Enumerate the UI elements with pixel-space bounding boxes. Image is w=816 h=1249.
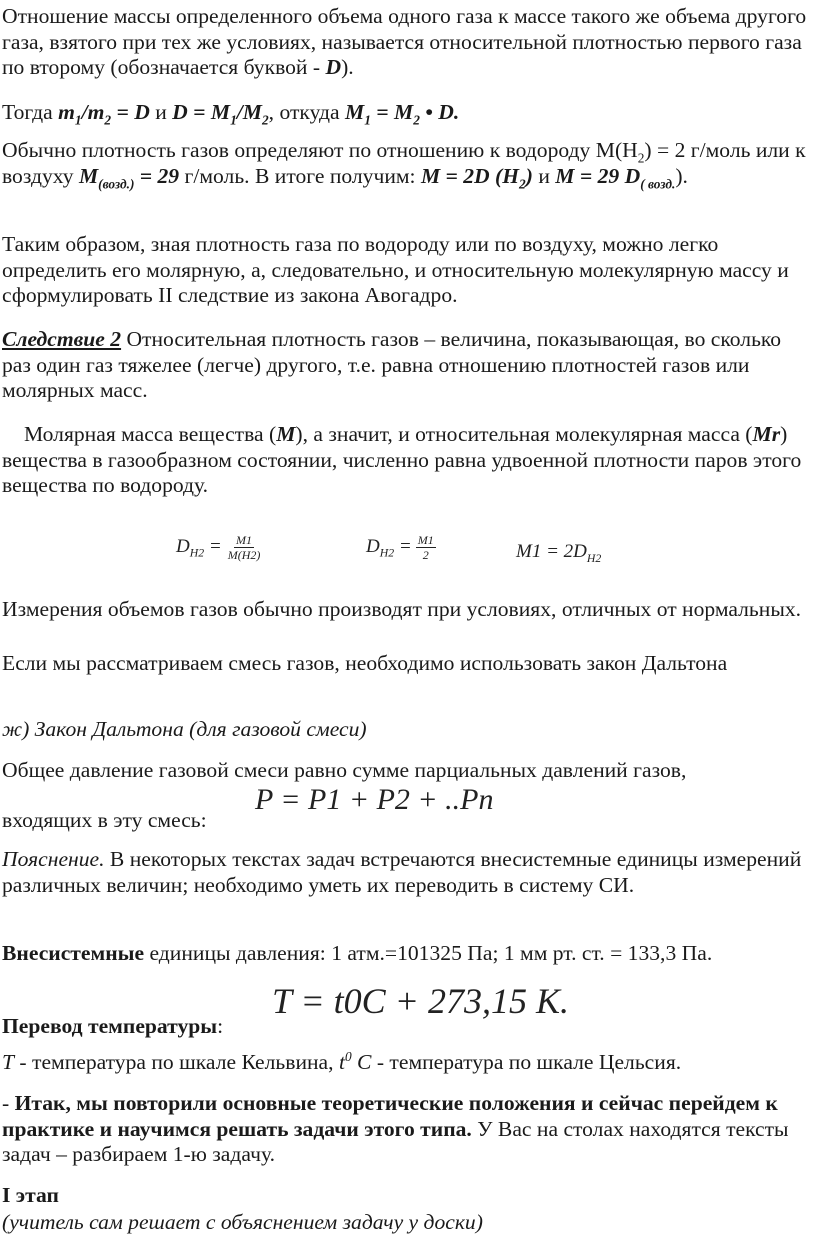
p3-s2: 2 [519, 175, 526, 191]
p14-t1: - температура по шкале Кельвина, [14, 1050, 339, 1074]
p3-end: ). [675, 163, 688, 188]
p15-text: У Вас на столах находятся тексты задач – разбираем 1-ю задачу. [2, 1116, 789, 1166]
para1-end: ). [341, 55, 354, 79]
p2-s5: 1 [364, 112, 371, 128]
para-molar-mass [2, 422, 814, 499]
explanation-text: В некоторых текстах задач встречаются внесистемные единицы измерений различных величин; необходимо уметь их переводить в систему СИ. [2, 847, 802, 897]
temp-label: Перевод температуры [2, 1014, 218, 1038]
p2-slash: /m [81, 100, 105, 124]
temp-colon: : [217, 1014, 224, 1038]
heading-stage-1: I этап [2, 1183, 59, 1207]
para-explanation [2, 847, 814, 898]
p3-f2: M = 29 D [555, 163, 641, 188]
para-conclusion: Таким образом, зная плотность газа по водороду или по воздуху, можно легко определить его молярную, а, следовательно, и относительную молекулярную массу и сформулировать II следствие из закона Авогадро. [2, 232, 789, 307]
p6-t2: ), а значит, и относительная молекулярная масса ( [295, 422, 753, 446]
formula-dalton: P = P1 + P2 + ..Pn [255, 783, 494, 816]
units-label: Внесистемные [2, 941, 145, 965]
p2-eqD: = D [111, 100, 150, 124]
p2-s1: 1 [74, 112, 82, 128]
para-summary [2, 1091, 814, 1168]
p2-Deq: D = M [172, 100, 231, 124]
f1-lhs: D [176, 535, 190, 557]
f2-den: 2 [422, 548, 429, 562]
para1-text: Отношение массы определенного объема одного газа к массе такого же объема другого газа, взятого при тех же условиях, называется относительной плотностью первого газа по второму (обозначается буквой - [2, 4, 807, 79]
p3-t2: ) = 2 г/моль или к воздуху [2, 138, 806, 188]
p6-Mr: Mr [752, 422, 781, 446]
f1-sub: H2 [189, 546, 205, 560]
para-volume-measurements: Измерения объемов газов обычно производят при условиях, отличных от нормальных. [2, 597, 802, 621]
para-non-system-units [2, 941, 814, 967]
p6-M: M [276, 422, 296, 446]
p3-and: и [532, 163, 556, 188]
para-formula-relations [2, 100, 814, 126]
f2-num: M1 [417, 533, 434, 547]
para-temperature-conversion [2, 1014, 814, 1040]
para-hydrogen-air [2, 138, 814, 189]
p3-f1: M = 2D (H [420, 163, 520, 188]
p3-t3: г/моль. В итоге получим: [179, 163, 421, 188]
explanation-label: Пояснение. [2, 847, 105, 871]
p6-t1: Молярная масса вещества ( [24, 422, 277, 446]
formula-kelvin: T = t0C + 273,15 K. [272, 981, 569, 1021]
para-dalton-mixture: Если мы рассматриваем смесь газов, необходимо использовать закон Дальтона [2, 651, 728, 675]
p2-tail: • D. [419, 100, 460, 124]
formula-density-half: $D_{H2}$ = $\frac{M1}{2}$ [366, 533, 434, 562]
p3-Mvoz: M [78, 163, 99, 188]
f2-lhs: D [366, 535, 380, 557]
f1-num: M1 [236, 533, 253, 547]
corollary-label: Следствие 2 [2, 327, 122, 351]
f1-den: M(H2) [227, 548, 261, 562]
p15-dash: - [2, 1091, 15, 1115]
formula-molar-mass [516, 541, 601, 563]
p3-f1end: ) [525, 163, 533, 188]
f3-main: M1 = 2D [516, 541, 587, 562]
para1-D: D [325, 55, 342, 79]
p2-slashM: /M [236, 100, 262, 124]
corollary-text: Относительная плотность газов – величина, показывающая, во сколько раз один газ тяжелее (легче) другого, т.е. равна отношению плотностей газов или молярных масс. [2, 327, 782, 402]
p14-t: t [338, 1050, 345, 1074]
p2-comma: , откуда [268, 100, 345, 124]
f3-sub: H2 [586, 551, 602, 565]
p2-M1: M [344, 100, 365, 124]
para-corollary-2 [2, 327, 814, 404]
p6-t3: ) вещества в газообразном состоянии, численно равна удвоенной плотности паров этого вещества по водороду. [2, 422, 802, 497]
p14-C: С [351, 1050, 372, 1074]
p14-T: T [2, 1050, 15, 1074]
p14-sup: 0 [344, 1048, 352, 1064]
para-total-pressure: Общее давление газовой смеси равно сумме парциальных давлений газов, [2, 758, 687, 782]
p3-s1: 2 [637, 150, 645, 166]
p2-eqM: = M [370, 100, 414, 124]
para-relative-density-definition [2, 4, 814, 81]
p2-s2: 2 [104, 112, 112, 128]
p2-s4: 2 [261, 112, 269, 128]
p2-and: и [149, 100, 173, 124]
heading-dalton-law: ж) Закон Дальтона (для газовой смеси) [2, 717, 367, 741]
p3-dot: . [671, 175, 676, 191]
para-teacher-note: (учитель сам решает с объяснением задачу у доски) [2, 1210, 483, 1234]
units-text: единицы давления: 1 атм.=101325 Па; 1 мм рт. ст. = 133,3 Па. [144, 941, 713, 965]
p2-t1: Тогда [2, 100, 59, 124]
para-total-pressure-cont: входящих в эту смесь: [2, 808, 207, 832]
p2-m1: m [58, 100, 75, 124]
formula-density-molar-ratio: $D_{H2}$ = $\frac{M1}{M(H2)}$ [176, 533, 261, 562]
p3-t1: Обычно плотность газов определяют по отношению к водороду М(Н [2, 138, 638, 162]
p3-voz: (возд.) [98, 175, 135, 191]
p2-s3: 1 [230, 112, 237, 128]
f2-sub: H2 [379, 546, 395, 560]
p2-s6: 2 [413, 112, 420, 128]
p14-t2: - температура по шкале Цельсия. [371, 1050, 682, 1074]
p3-voz2: ( возд [640, 175, 672, 191]
p3-eq29: = 29 [134, 163, 180, 188]
para-temperature-scales [2, 1050, 814, 1076]
p15-bold: Итак, мы повторили основные теоретические положения и сейчас перейдем к практике и научимся решать задачи этого типа. [2, 1091, 778, 1141]
